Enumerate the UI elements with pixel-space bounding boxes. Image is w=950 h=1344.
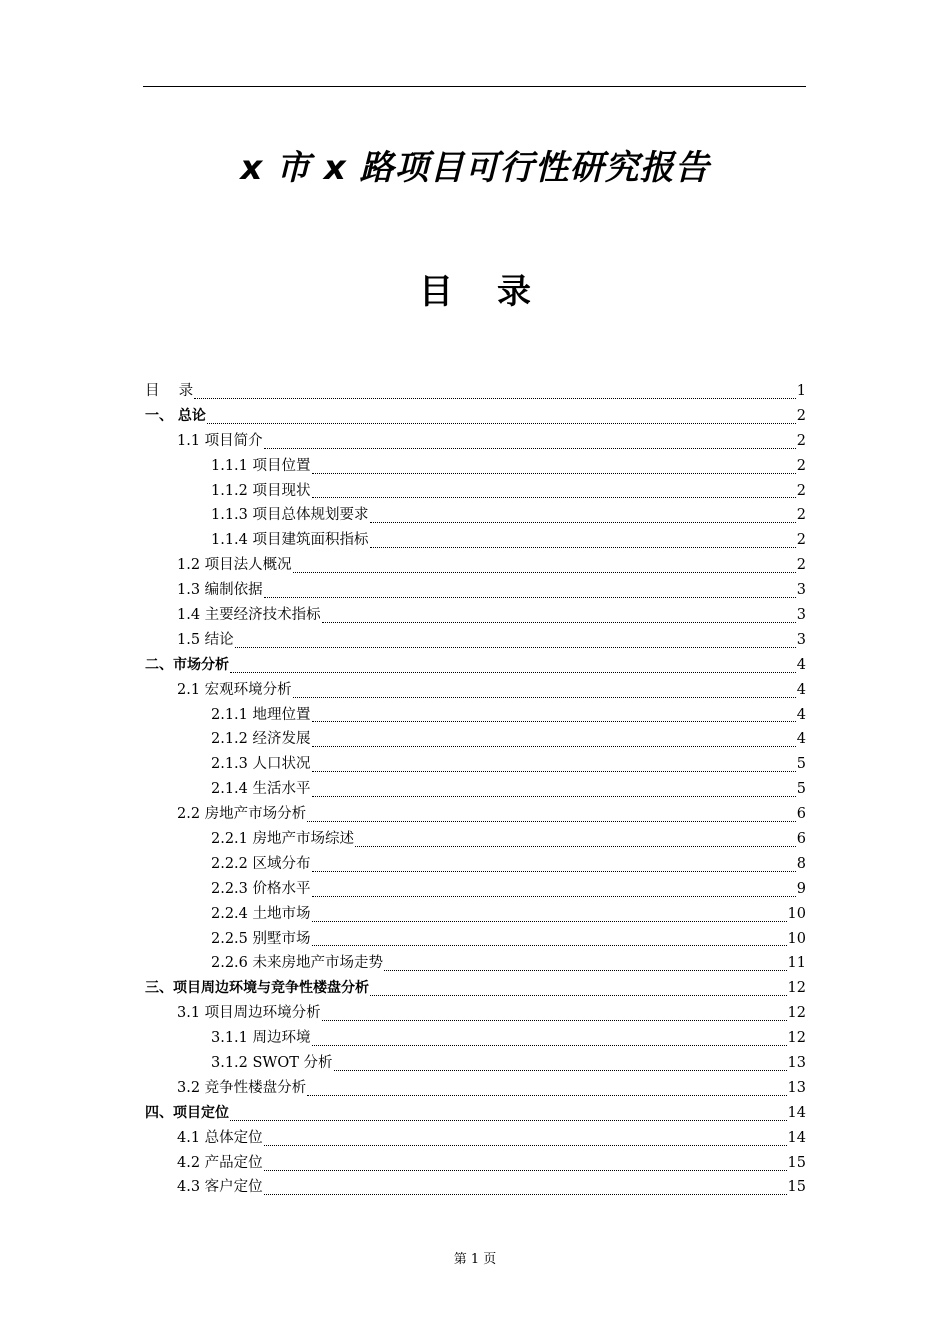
toc-entry-page: 2 <box>796 457 806 474</box>
toc-entry-label: 3.2 竞争性楼盘分析 <box>177 1079 307 1096</box>
toc-entry-label: 2.1.3 人口状况 <box>211 756 311 773</box>
toc-entry-label: 2.2.2 区域分布 <box>211 855 311 872</box>
toc-entry[interactable] <box>145 727 806 752</box>
toc-entry[interactable] <box>145 528 806 553</box>
toc-heading-char-2: 录 <box>497 272 531 312</box>
toc-entry-page: 5 <box>796 756 806 773</box>
toc-entry-page: 14 <box>787 1104 806 1121</box>
toc-entry[interactable] <box>145 1101 806 1126</box>
toc-entry-label: 1.2 项目法人概况 <box>177 557 292 574</box>
toc-entry-label: 2.1.4 生活水平 <box>211 781 311 798</box>
header-rule <box>143 86 806 87</box>
toc-entry-page: 2 <box>796 507 806 524</box>
toc-entry[interactable] <box>145 752 806 777</box>
toc-entry-label: 1.1.4 项目建筑面积指标 <box>211 532 369 549</box>
toc-dot-leader <box>307 1094 786 1096</box>
toc-dot-leader <box>312 870 796 872</box>
toc-entry-label: 3.1.1 周边环境 <box>211 1030 311 1047</box>
toc-dot-leader <box>264 1193 787 1195</box>
toc-entry-page: 3 <box>796 607 806 623</box>
toc-entry-page: 11 <box>787 955 806 972</box>
toc-entry-label: 1.5 结论 <box>177 631 234 648</box>
toc-dot-leader <box>264 1169 787 1171</box>
toc-entry[interactable] <box>145 653 806 678</box>
toc-entry-label: 三、项目周边环境与竞争性楼盘分析 <box>145 980 369 997</box>
toc-entry[interactable] <box>145 1176 806 1201</box>
toc-entry[interactable] <box>145 628 806 653</box>
toc-entry-page: 2 <box>796 407 806 424</box>
toc-entry[interactable] <box>145 479 806 504</box>
toc-entry[interactable] <box>145 1126 806 1151</box>
toc-entry[interactable] <box>145 603 806 628</box>
toc-dot-leader <box>334 1069 787 1071</box>
toc-entry-page: 12 <box>787 1005 806 1022</box>
toc-dot-leader <box>235 646 796 648</box>
toc-entry-page: 13 <box>787 1055 806 1072</box>
toc-entry[interactable] <box>145 703 806 728</box>
toc-entry[interactable] <box>145 553 806 578</box>
toc-entry-label: 目 录 <box>145 382 194 399</box>
toc-dot-leader <box>384 969 787 971</box>
toc-dot-leader <box>194 397 796 399</box>
page-footer: 第 1 页 <box>453 1252 497 1267</box>
toc-entry-label: 4.1 总体定位 <box>177 1129 263 1146</box>
toc-dot-leader <box>230 671 796 673</box>
toc-entry-page: 4 <box>796 731 806 748</box>
toc-entry[interactable] <box>145 379 806 404</box>
toc-entry-label: 1.1.3 项目总体规划要求 <box>211 507 369 524</box>
toc-entry-page: 2 <box>796 532 806 549</box>
toc-entry-page: 12 <box>787 1030 806 1047</box>
toc-entry[interactable] <box>145 976 806 1001</box>
toc-entry[interactable] <box>145 827 806 852</box>
toc-dot-leader <box>293 696 796 698</box>
toc-dot-leader <box>230 1119 787 1121</box>
toc-dot-leader <box>312 895 796 897</box>
toc-entry-page: 4 <box>796 706 806 723</box>
toc-entry-label: 2.2.1 房地产市场综述 <box>211 831 355 848</box>
toc-entry-page: 3 <box>796 582 806 599</box>
toc-dot-leader <box>355 845 796 847</box>
toc-entry-label: 2.2.4 土地市场 <box>211 905 311 922</box>
toc-entry-label: 2.2 房地产市场分析 <box>177 806 307 823</box>
toc-dot-leader <box>322 621 796 623</box>
toc-dot-leader <box>207 422 796 424</box>
toc-dot-leader <box>307 820 796 822</box>
toc-entry-page: 12 <box>787 980 806 997</box>
toc-entry[interactable] <box>145 1026 806 1051</box>
toc-dot-leader <box>264 1144 787 1146</box>
toc-heading-char-1: 目 <box>419 272 453 312</box>
toc-entry[interactable] <box>145 852 806 877</box>
toc-entry[interactable] <box>145 877 806 902</box>
toc-entry[interactable] <box>145 404 806 429</box>
toc-entry-label: 2.1 宏观环境分析 <box>177 681 292 698</box>
toc-entry-page: 15 <box>787 1154 806 1171</box>
toc-entry[interactable] <box>145 1151 806 1176</box>
toc-dot-leader <box>264 596 796 598</box>
table-of-contents <box>145 379 806 1200</box>
toc-dot-leader <box>312 496 796 498</box>
toc-entry-page: 2 <box>796 482 806 499</box>
toc-entry[interactable] <box>145 454 806 479</box>
toc-entry-page: 13 <box>787 1079 806 1096</box>
toc-entry-label: 1.3 编制依据 <box>177 582 263 599</box>
toc-dot-leader <box>370 521 796 523</box>
toc-entry[interactable] <box>145 777 806 802</box>
toc-entry-page: 4 <box>796 656 806 673</box>
toc-dot-leader <box>293 571 796 573</box>
toc-entry-label: 2.1.2 经济发展 <box>211 731 311 748</box>
toc-entry-page: 1 <box>796 382 806 399</box>
toc-entry-label: 四、项目定位 <box>145 1104 229 1121</box>
toc-entry-page: 8 <box>796 855 806 872</box>
toc-entry-page: 3 <box>796 631 806 648</box>
toc-entry[interactable] <box>145 1051 806 1076</box>
toc-entry-label: 2.2.3 价格水平 <box>211 880 311 897</box>
toc-entry-label: 2.2.6 未来房地产市场走势 <box>211 955 384 972</box>
toc-dot-leader <box>264 447 796 449</box>
toc-entry-page: 14 <box>787 1129 806 1146</box>
toc-dot-leader <box>312 920 787 922</box>
toc-entry-page: 4 <box>796 681 806 698</box>
toc-entry-page: 9 <box>796 880 806 897</box>
toc-entry-page: 15 <box>787 1179 806 1196</box>
toc-entry[interactable] <box>145 503 806 528</box>
document-title: x 市 x 路项目可行性研究报告 <box>240 148 710 188</box>
toc-entry-page: 6 <box>796 806 806 823</box>
toc-entry[interactable] <box>145 1001 806 1026</box>
toc-entry[interactable] <box>145 951 806 976</box>
toc-entry-label: 3.1.2 SWOT 分析 <box>211 1055 333 1072</box>
toc-entry[interactable] <box>145 678 806 703</box>
toc-dot-leader <box>312 745 796 747</box>
toc-entry-label: 二、市场分析 <box>145 656 229 673</box>
toc-dot-leader <box>312 770 796 772</box>
toc-dot-leader <box>370 994 787 996</box>
toc-dot-leader <box>322 1019 787 1021</box>
toc-dot-leader <box>370 546 796 548</box>
toc-entry-label: 一、 总论 <box>145 407 206 424</box>
toc-entry-label: 4.3 客户定位 <box>177 1179 263 1196</box>
toc-dot-leader <box>312 720 796 722</box>
toc-entry[interactable] <box>145 1076 806 1101</box>
toc-entry-label: 1.1.1 项目位置 <box>211 457 311 474</box>
toc-entry[interactable] <box>145 802 806 827</box>
toc-entry-label: 1.1.2 项目现状 <box>211 482 311 499</box>
toc-entry-page: 5 <box>796 781 806 798</box>
toc-entry[interactable] <box>145 429 806 454</box>
toc-entry-page: 6 <box>796 831 806 848</box>
toc-entry-label: 1.4 主要经济技术指标 <box>177 607 321 623</box>
toc-entry-label: 4.2 产品定位 <box>177 1154 263 1171</box>
toc-heading <box>0 264 950 313</box>
toc-entry-page: 10 <box>787 905 806 922</box>
toc-entry-page: 10 <box>787 930 806 947</box>
toc-entry[interactable] <box>145 578 806 603</box>
toc-entry-label: 2.2.5 别墅市场 <box>211 930 311 947</box>
toc-entry-label: 3.1 项目周边环境分析 <box>177 1005 321 1022</box>
toc-entry-page: 2 <box>796 432 806 449</box>
toc-dot-leader <box>312 795 796 797</box>
toc-dot-leader <box>312 944 787 946</box>
toc-entry-label: 2.1.1 地理位置 <box>211 706 311 723</box>
toc-dot-leader <box>312 1044 787 1046</box>
toc-entry-page: 2 <box>796 557 806 574</box>
toc-entry[interactable] <box>145 927 806 952</box>
toc-entry-label: 1.1 项目简介 <box>177 432 263 449</box>
toc-entry[interactable] <box>145 902 806 927</box>
toc-dot-leader <box>312 472 796 474</box>
